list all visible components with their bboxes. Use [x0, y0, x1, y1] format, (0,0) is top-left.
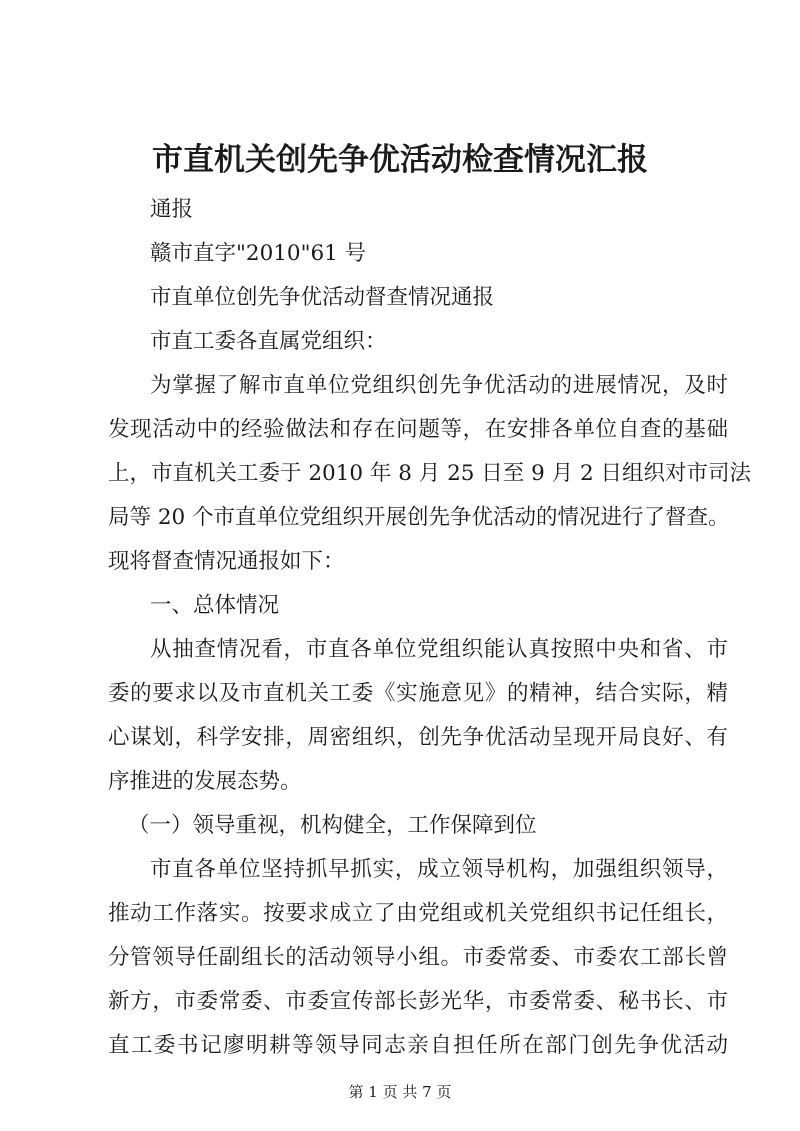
text-line-doc-number: 赣市直字"2010"61 号 [150, 241, 367, 266]
text-line: 发现活动中的经验做法和存在问题等，在安排各单位自查的基础 [108, 417, 728, 442]
text-line-subject: 市直单位创先争优活动督查情况通报 [150, 285, 495, 310]
text-line: 上，市直机关工委于 2010 年 8 月 25 日至 9 月 2 日组织对市司法 [108, 461, 751, 486]
text-line: 新方，市委常委、市委宣传部长彭光华，市委常委、秘书长、市 [108, 989, 728, 1014]
text-line: 直工委书记廖明耕等领导同志亲自担任所在部门创先争优活动 [108, 1033, 728, 1058]
subsection-heading: （一）领导重视，机构健全，工作保障到位 [128, 813, 537, 838]
text-line: 从抽查情况看，市直各单位党组织能认真按照中央和省、市 [150, 637, 728, 662]
text-line: 推动工作落实。按要求成立了由党组或机关党组织书记任组长， [108, 901, 728, 926]
section-heading: 一、总体情况 [150, 593, 280, 618]
text-line: 局等 20 个市直单位党组织开展创先争优活动的情况进行了督查。 [108, 505, 730, 530]
text-line: 序推进的发展态势。 [108, 769, 302, 794]
text-line: 为掌握了解市直单位党组织创先争优活动的进展情况，及时 [150, 373, 728, 398]
text-line: 现将督查情况通报如下： [108, 549, 345, 574]
text-line-salutation: 市直工委各直属党组织： [150, 329, 387, 354]
page-number-footer: 第 1 页 共 7 页 [348, 1083, 452, 1101]
text-line: 心谋划，科学安排，周密组织，创先争优活动呈现开局良好、有 [108, 725, 728, 750]
text-line: 委的要求以及市直机关工委《实施意见》的精神，结合实际，精 [108, 681, 728, 706]
text-line: 市直各单位坚持抓早抓实，成立领导机构，加强组织领导， [150, 857, 728, 882]
text-line-notice-type: 通报 [150, 197, 194, 222]
document-title: 市直机关创先争优活动检查情况汇报 [152, 142, 648, 178]
text-line: 分管领导任副组长的活动领导小组。市委常委、市委农工部长曾 [108, 945, 728, 970]
